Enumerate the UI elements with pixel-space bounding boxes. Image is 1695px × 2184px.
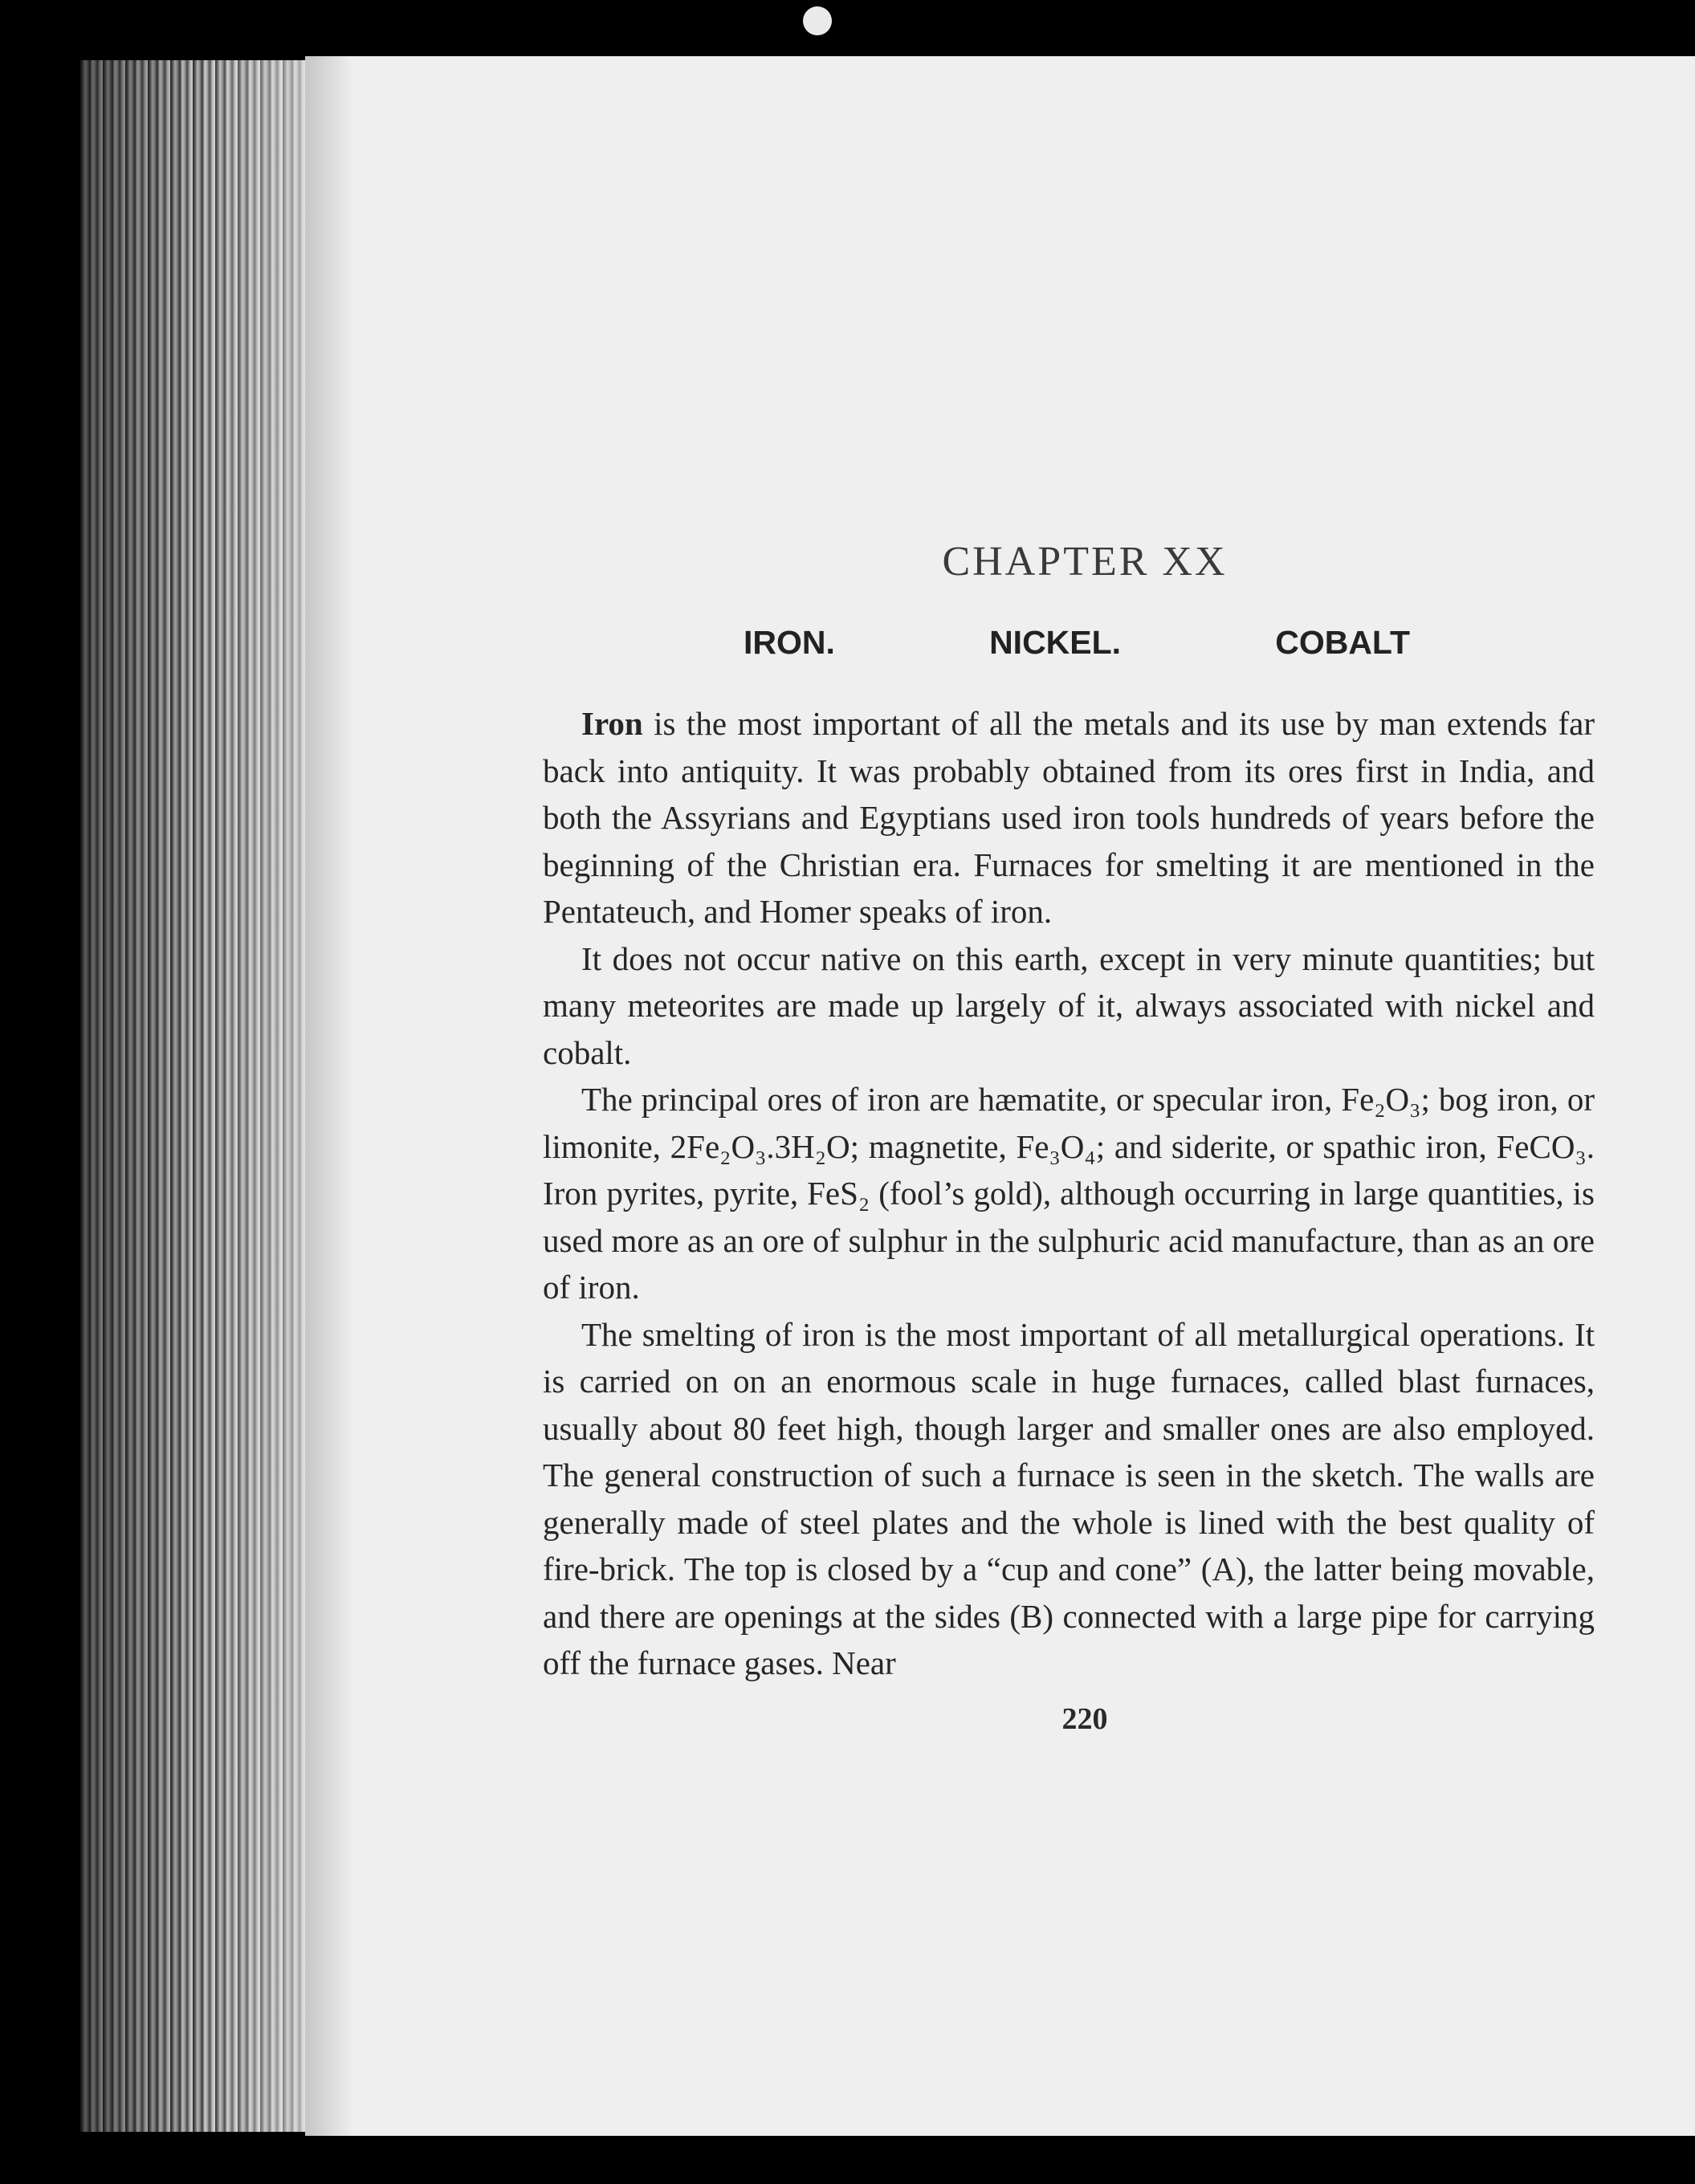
paragraph-lead: Iron [581, 705, 643, 742]
subheading-cobalt: COBALT [1275, 624, 1410, 661]
paragraph-text: It does not occur native on this earth, except in very minute quantities; but many meteorites are made up largely of it, always associated with nickel and cobalt. [543, 939, 1595, 1071]
binding-mark [803, 6, 832, 35]
page-edges [80, 60, 305, 2132]
chapter-title: CHAPTER XX [942, 539, 1228, 585]
subheading-nickel: NICKEL. [989, 624, 1122, 661]
chapter-subheadings [543, 624, 1595, 662]
subheading-iron: IRON. [744, 624, 835, 661]
paragraph [543, 1311, 1595, 1687]
paragraph [543, 1076, 1595, 1311]
paragraph-text: is the most important of all the metals and its use by man extends far back into antiquity. It was probably obtained from its ores first in India, and both the Assyrians and Egyptians used iron tools hundreds of years before the beginning of the Christian era. Furnaces for smelting it are mentioned in the Pentateuch, and Homer speaks of iron. [543, 705, 1595, 930]
paragraph-text: The smelting of iron is the most important of all metallurgical operations. It is carried on on an enormous scale in huge furnaces, called blast furnaces, usually about 80 feet high, though larger and smaller ones are also employed. The general construction of such a furnace is seen in the sketch. The walls are generally made of steel plates and the whole is lined with the best quality of fire-brick. The top is closed by a “cup and cone” (A), the latter being movable, and there are openings at the sides (B) connected with a large pipe for carrying off the furnace gases. Near [543, 1315, 1595, 1681]
paragraph [543, 700, 1595, 935]
body-text [543, 700, 1595, 1687]
page-content [543, 538, 1595, 1737]
page-number: 220 [1061, 1701, 1108, 1736]
paragraph-text: The principal ores of iron are hæmatite, or specular iron, Fe₂O₃; bog iron, or limonite, 2Fe₂O₃.3H₂O; magnetite, Fe₃O₄; and siderite, or spathic iron, FeCO₃. Iron pyrites, pyrite, FeS₂ (fool’s gold), although occurring in large quantities, is used more as an ore of sulphur in the sulphuric acid manufacture, than as an ore of iron. [543, 1081, 1595, 1306]
paragraph [543, 935, 1595, 1077]
